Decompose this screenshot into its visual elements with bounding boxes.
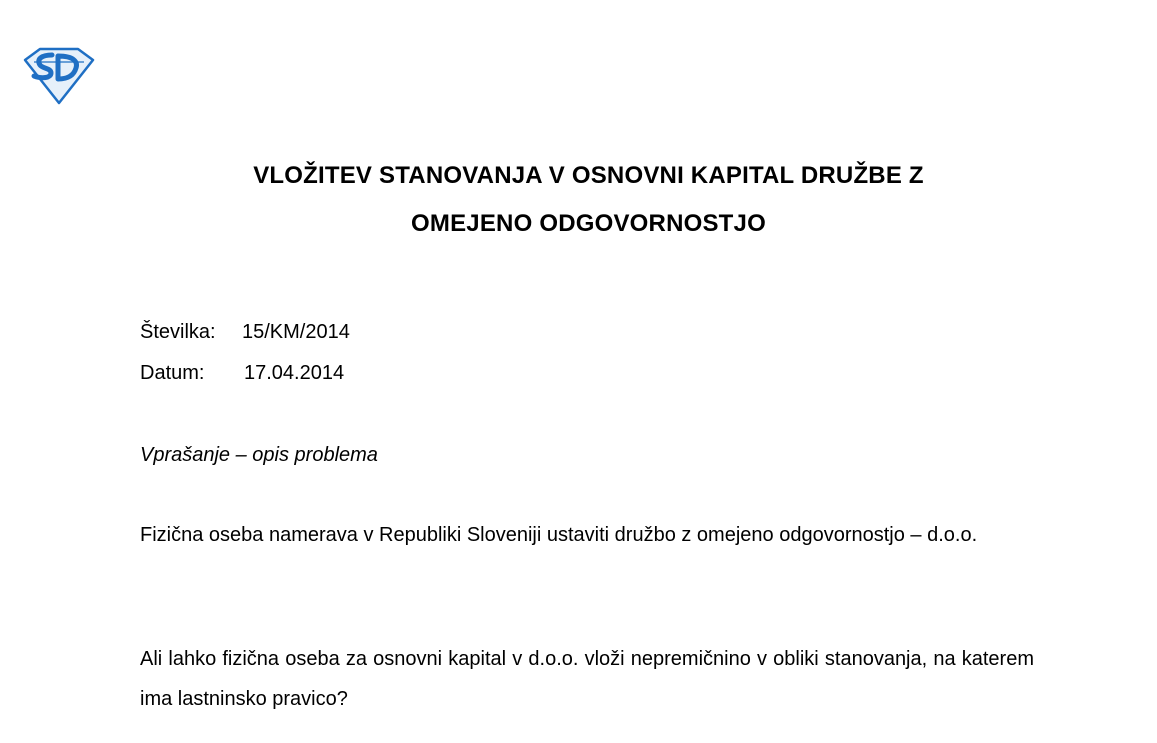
document-date-label: Datum: xyxy=(140,362,205,384)
paragraph-1: Fizična oseba namerava v Republiki Sloveniji ustaviti družbo z omejeno odgovornostjo – d.o.o. xyxy=(140,524,978,546)
paragraph-2: Ali lahko fizična oseba za osnovni kapital v d.o.o. vloži nepremičnino v obliki stanovanja, na katerem ima lastninsko pravico? xyxy=(140,648,1034,710)
document-date-row xyxy=(140,361,344,385)
document-number-value: 15/KM/2014 xyxy=(242,321,350,343)
document-title-line-2: OMEJENO ODGOVORNOSTJO xyxy=(411,210,766,237)
document-date-value: 17.04.2014 xyxy=(244,362,345,384)
section-heading: Vprašanje – opis problema xyxy=(140,444,378,466)
sd-logo xyxy=(22,46,96,106)
document-title-line-1: VLOŽITEV STANOVANJA V OSNOVNI KAPITAL DRUŽBE Z xyxy=(253,162,924,189)
document-number-label: Številka: xyxy=(140,321,216,343)
document-number-row xyxy=(140,320,350,344)
